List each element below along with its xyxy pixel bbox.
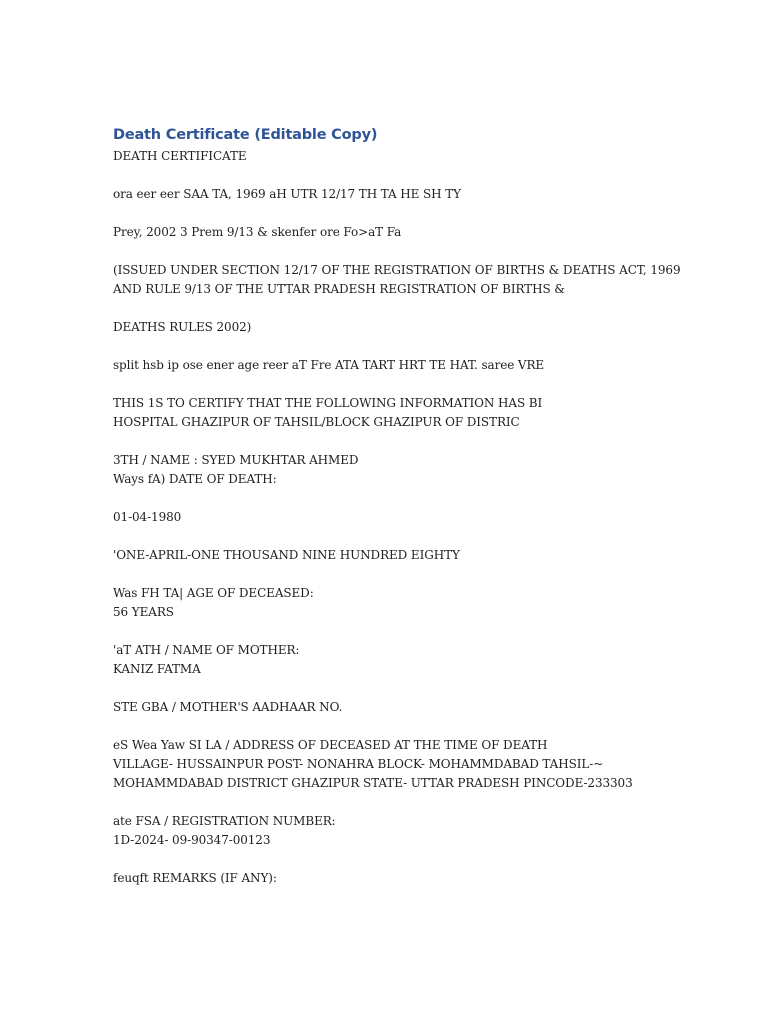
document-paragraph	[113, 546, 733, 565]
document-paragraph	[113, 736, 733, 793]
text-line: KANIZ FATMA	[113, 662, 201, 676]
document-paragraph	[113, 318, 733, 337]
text-line: AND RULE 9/13 OF THE UTTAR PRADESH REGISTRATION OF BIRTHS &	[113, 282, 565, 296]
document-body	[113, 147, 733, 888]
text-line: VILLAGE- HUSSAINPUR POST- NONAHRA BLOCK- MOHAMMDABAD TAHSIL-~	[113, 757, 604, 771]
document-paragraph	[113, 869, 733, 888]
document-paragraph	[113, 261, 733, 299]
document-paragraph	[113, 812, 733, 850]
document-paragraph	[113, 451, 733, 489]
document-paragraph	[113, 223, 733, 242]
document-paragraph	[113, 698, 733, 717]
text-line: eS Wea Yaw SI LA / ADDRESS OF DECEASED AT THE TIME OF DEATH	[113, 738, 548, 752]
text-line: Was FH TA| AGE OF DECEASED:	[113, 586, 314, 600]
text-line: ora eer eer SAA TA, 1969 aH UTR 12/17 TH TA HE SH TY	[113, 187, 461, 201]
text-line: MOHAMMDABAD DISTRICT GHAZIPUR STATE- UTTAR PRADESH PINCODE-233303	[113, 776, 633, 790]
text-line: HOSPITAL GHAZIPUR OF TAHSIL/BLOCK GHAZIPUR OF DISTRIC	[113, 415, 520, 429]
text-line: 1D-2024- 09-90347-00123	[113, 833, 271, 847]
text-line: Ways fA) DATE OF DEATH:	[113, 472, 277, 486]
document-paragraph	[113, 356, 733, 375]
text-line: 56 YEARS	[113, 605, 174, 619]
text-line: DEATH CERTIFICATE	[113, 149, 247, 163]
text-line: split hsb ip ose ener age reer aT Fre ATA TART HRT TE HAT. saree VRE	[113, 358, 545, 372]
document-paragraph	[113, 394, 733, 432]
text-line: 01-04-1980	[113, 510, 182, 524]
text-line: THIS 1S TO CERTIFY THAT THE FOLLOWING INFORMATION HAS BI	[113, 396, 543, 410]
text-line: Prey, 2002 3 Prem 9/13 & skenfer ore Fo>aT Fa	[113, 225, 402, 239]
text-line: 3TH / NAME : SYED MUKHTAR AHMED	[113, 453, 359, 467]
text-line: 'ONE-APRIL-ONE THOUSAND NINE HUNDRED EIGHTY	[113, 548, 460, 562]
document-paragraph	[113, 508, 733, 527]
text-line: feuqft REMARKS (IF ANY):	[113, 871, 277, 885]
document-paragraph	[113, 147, 733, 166]
text-line: (ISSUED UNDER SECTION 12/17 OF THE REGISTRATION OF BIRTHS & DEATHS ACT, 1969	[113, 263, 681, 277]
text-line: DEATHS RULES 2002)	[113, 320, 252, 334]
document-title: Death Certificate (Editable Copy)	[113, 127, 378, 143]
text-line: 'aT ATH / NAME OF MOTHER:	[113, 643, 300, 657]
document-page	[113, 125, 733, 907]
text-line: STE GBA / MOTHER'S AADHAAR NO.	[113, 700, 343, 714]
document-paragraph	[113, 584, 733, 622]
text-line: ate FSA / REGISTRATION NUMBER:	[113, 814, 336, 828]
document-paragraph	[113, 641, 733, 679]
document-paragraph	[113, 185, 733, 204]
